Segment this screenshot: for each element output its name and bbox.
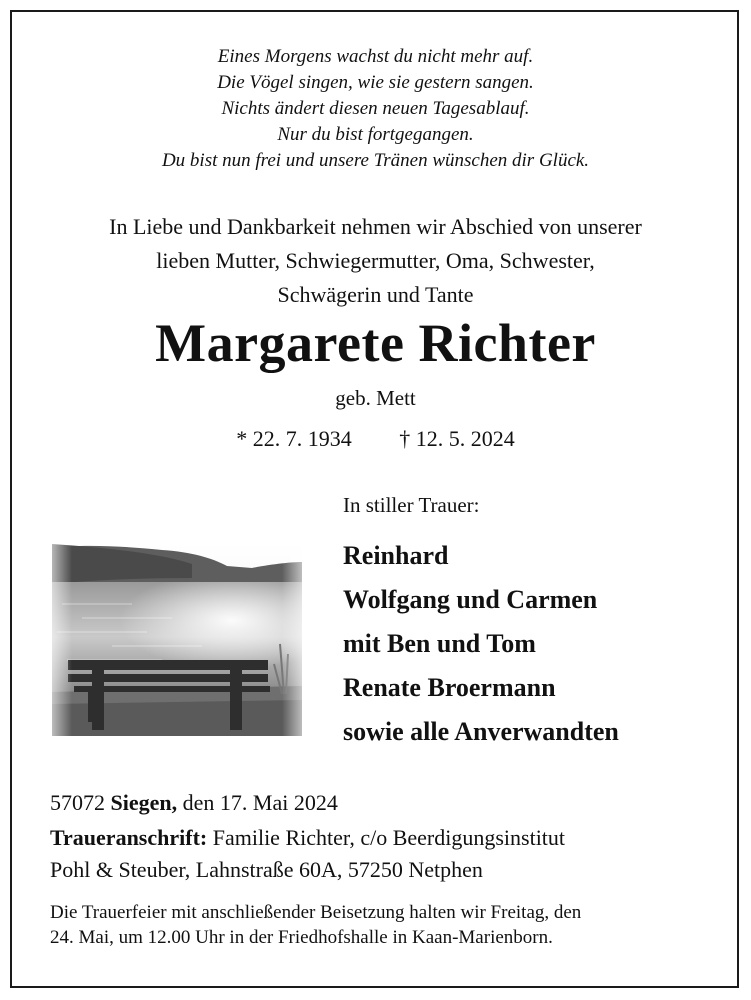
intro-text [0,210,751,312]
ceremony-line: Die Trauerfeier mit anschließender Beisetzung halten wir Freitag, den [50,902,582,923]
ceremony-info [50,900,720,950]
mourner-name: mit Ben und Tom [343,629,536,658]
place-date [50,788,338,818]
poem-line: Die Vögel singen, wie sie gestern sangen. [217,72,534,93]
poem-line: Nur du bist fortgegangen. [277,124,474,145]
life-dates [0,424,751,454]
poem [0,44,751,174]
mourning-address [50,822,710,886]
address-line: Pohl & Steuber, Lahnstraße 60A, 57250 Netphen [50,857,483,882]
intro-line: lieben Mutter, Schwiegermutter, Oma, Schwester, [156,248,595,273]
intro-line: Schwägerin und Tante [277,282,474,307]
intro-line: In Liebe und Dankbarkeit nehmen wir Abschied von unserer [109,214,642,239]
birth-date: * 22. 7. 1934 [236,426,352,451]
death-date: † 12. 5. 2024 [399,426,515,451]
poem-line: Eines Morgens wachst du nicht mehr auf. [217,46,534,67]
deceased-name: Margarete Richter [155,313,596,373]
mourner-name: Renate Broermann [343,673,556,702]
maiden-name: geb. Mett [335,386,416,410]
address-label: Traueranschrift: [50,825,208,850]
zip-code: 57072 [50,790,105,815]
city: Siegen, [110,790,178,815]
poem-line: Nichts ändert diesen neuen Tagesablauf. [221,98,530,119]
mourner-name: sowie alle Anverwandten [343,717,619,746]
mourners-list [343,534,619,754]
poem-line: Du bist nun frei und unsere Tränen wünschen dir Glück. [161,150,590,171]
mourner-name: Wolfgang und Carmen [343,585,598,614]
mourner-name: Reinhard [343,541,449,570]
ceremony-line: 24. Mai, um 12.00 Uhr in der Friedhofshalle in Kaan-Marienborn. [50,927,553,948]
lake-bench-photo [52,544,302,736]
mourning-label: In stiller Trauer: [343,493,480,517]
address-line: Familie Richter, c/o Beerdigungsinstitut [212,825,566,850]
notice-date: den 17. Mai 2024 [182,790,338,815]
